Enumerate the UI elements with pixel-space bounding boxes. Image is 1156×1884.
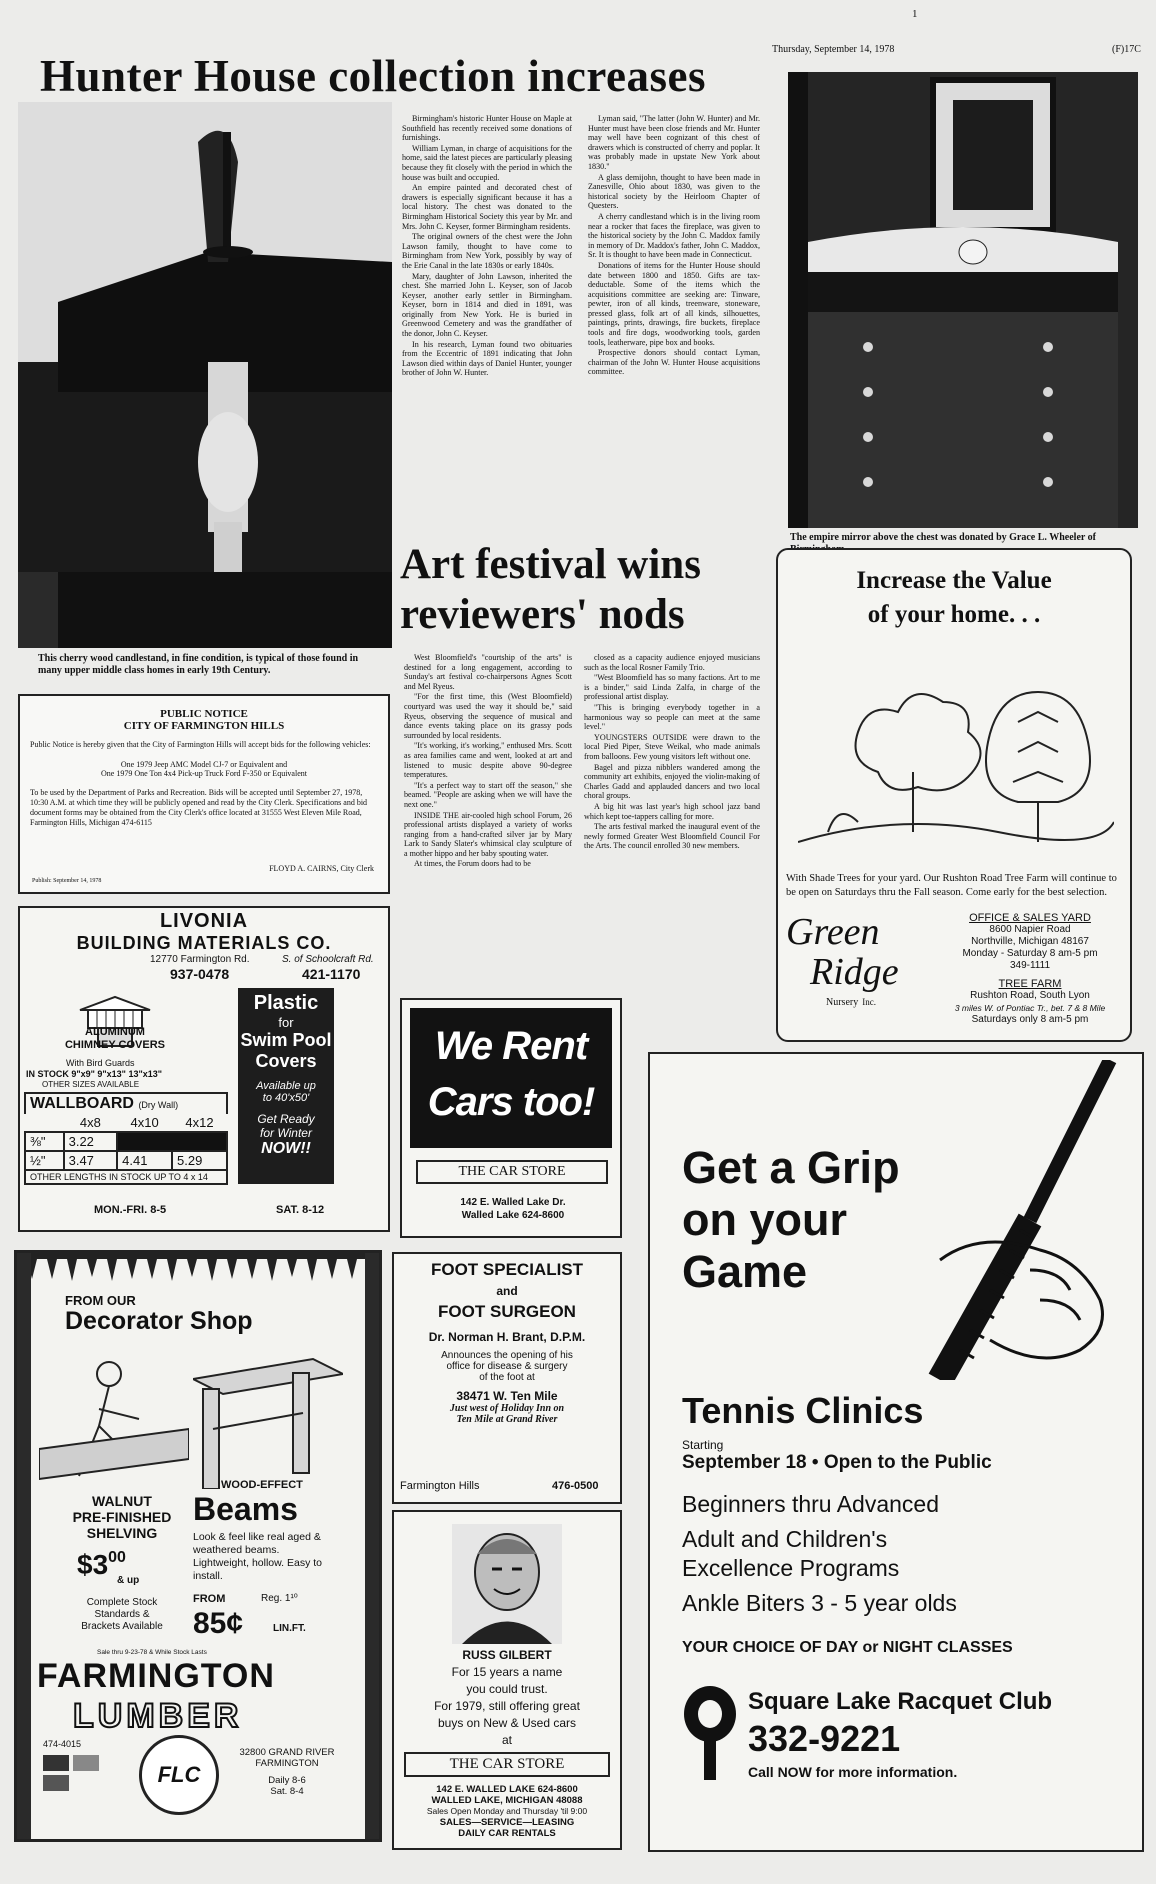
pool-line: to 40'x50' — [262, 1092, 310, 1104]
notice-body: To be used by the Department of Parks and Recreation. Bids will be accepted until September 27, 1978, 10:30 A.M. at which time they will be publicly opened and read by the City Clerk. Specifications and bid document forms may be obtained from the City Clerk's office located at 31555 West Eleven Mile Road, Farmington Hills, Michigan 474-6115 — [30, 788, 368, 827]
tennis-headline-line: Game — [682, 1246, 808, 1297]
green-ridge-headline-line: of your home. . . — [867, 601, 1041, 628]
pool-line: NOW!! — [261, 1140, 311, 1157]
livonia-address: 12770 Farmington Rd. — [150, 954, 250, 965]
hunter-para: In his research, Lyman found two obituaries from the Eccentric of 1891 indicating that John Lawson died within days of Daniel Hunter, younger brother of John W. Hunter. — [402, 339, 572, 378]
logo-green: Green — [786, 911, 880, 953]
russ-address — [394, 1784, 620, 1839]
table-cell — [25, 1114, 64, 1132]
club-call: Call NOW for more information. — [748, 1764, 958, 1780]
drywall-label: (Dry Wall) — [138, 1100, 179, 1110]
hunter-para: A cherry candlestand which is in the living room near a rocker that faces the fireplace, was given to the historical society by the John C. Maddox family in memory of Dr. Maddox's father, John C. Maddox, Sr. It is thought to have been made in Connecticut. — [588, 211, 760, 260]
flc-seal — [139, 1735, 219, 1815]
table-cell: 4x8 — [79, 1115, 101, 1130]
logo-inc: Inc. — [862, 997, 876, 1007]
pool-line: Available up — [256, 1080, 316, 1092]
wallboard-title: WALLBOARD — [30, 1095, 134, 1112]
notice-item: One 1979 Jeep AMC Model CJ-7 or Equivalent and — [120, 760, 288, 769]
carpenter-illustration — [39, 1349, 189, 1489]
club-name: Square Lake Racquet Club — [748, 1688, 1053, 1715]
rent-slogan-line: We Rent — [434, 1024, 588, 1068]
beams-unit: LIN.FT. — [273, 1623, 306, 1634]
livonia-hours-saturday: SAT. 8-12 — [276, 1204, 325, 1216]
tennis-headline-line: on your — [682, 1194, 847, 1245]
credit-card-icons — [41, 1753, 101, 1793]
page-mark: 1 — [912, 8, 918, 20]
hours-line: Daily 8-6 — [268, 1775, 306, 1786]
candlestand-illustration — [18, 102, 392, 648]
bird-guards: With Bird Guards — [66, 1058, 135, 1068]
livonia-subtitle: BUILDING MATERIALS CO. — [76, 933, 332, 953]
address-line: FARMINGTON — [255, 1758, 319, 1769]
art-para: "West Bloomfield has so many factions. Art to me is a binder," said Linda Zalfa, in charge of the professional artist display. — [584, 673, 760, 702]
russ-name: RUSS GILBERT — [462, 1648, 552, 1662]
beams-description: Look & feel like real aged & weathered beams. Lightweight, hollow. Easy to install. — [193, 1531, 322, 1582]
tennis-starting: Starting — [682, 1438, 724, 1452]
livonia-ad — [18, 906, 390, 1232]
price-cents: 00 — [108, 1549, 126, 1566]
chimney-line: CHIMNEY COVERS — [64, 1039, 166, 1051]
art-headline-line: Art festival wins — [400, 541, 701, 588]
stock-sizes: IN STOCK 9"x9" 9"x13" 13"x13" — [26, 1069, 163, 1079]
pool-line: Swim Pool — [240, 1030, 332, 1050]
notice-publish: Publish: September 14, 1978 — [32, 878, 102, 884]
livonia-phone-2: 421-1170 — [302, 966, 361, 982]
art-para: closed as a capacity audience enjoyed musicians such as the local Rosner Family Trio. — [584, 653, 760, 672]
racquet-grip-illustration — [880, 1060, 1140, 1380]
candlestand-photo — [18, 102, 392, 648]
pool-line: Covers — [255, 1051, 317, 1071]
farm-directions: 3 miles W. of Pontiac Tr., bet. 7 & 8 Mile — [954, 1003, 1106, 1013]
decorator-shop: Decorator Shop — [65, 1307, 253, 1335]
hunter-headline: Hunter House collection increases — [40, 51, 707, 101]
hunter-para: Donations of items for the Hunter House should date between 1800 and 1850. Gifts are tax-deductable. Some of the items which the acquisitions committee are seeking are: Tinware, pewter, iron of all kinds, treenware, stoneware, pressed glass, folk art of all kinds, silhouettes, paintings, prints, drawings, fire buckets, fireplace tools and fire dogs, woodworking tools, garden tools, leatherware, pipe box and books. — [588, 260, 760, 347]
russ-address-line: SALES—SERVICE—LEASING — [439, 1817, 575, 1828]
foot-phone: 476-0500 — [552, 1480, 599, 1492]
seal-text: FLC — [157, 1762, 201, 1787]
page-number: (F)17C — [1112, 44, 1141, 55]
other-sizes: OTHER SIZES AVAILABLE — [42, 1080, 140, 1089]
green-ridge-headline-line: Increase the Value — [856, 567, 1052, 594]
address-line: 32800 GRAND RIVER — [239, 1747, 335, 1758]
hunter-para: Lyman said, "The latter (John W. Hunter) and Mr. Hunter must have been close friends and Mr. Hunter may well have been cognizant of this chest of drawers which is constructed of cherry and poplar. It was probably made in upstate New York about 1830." — [588, 114, 760, 171]
art-para: INSIDE THE air-cooled high school Forum, 26 professional artists displayed a variety of works ranging from a hand-crafted silver jar by Mary Lark to Sandy Slater's whimsical clay sculpture of a mother hippo and her baby spouting water. — [404, 810, 572, 858]
wallboard-table — [24, 1114, 228, 1185]
logo-ridge: Ridge — [810, 951, 899, 993]
chimney-title — [40, 1026, 190, 1052]
rent-address-line: 142 E. Walled Lake Dr. — [460, 1197, 566, 1208]
notice-signer: FLOYD A. CAIRNS, City Clerk — [269, 864, 374, 873]
walnut-line: PRE-FINISHED — [72, 1509, 172, 1525]
lumber-logo: LUMBER — [73, 1697, 243, 1735]
beams-regular: Reg. 1¹⁰ — [261, 1593, 298, 1604]
russ-line: For 1979, still offering great — [434, 1699, 580, 1713]
tennis-ad — [648, 1052, 1144, 1852]
program-line: Excellence Programs — [682, 1555, 900, 1581]
stock-info — [47, 1597, 197, 1633]
rent-slogan — [410, 1008, 612, 1148]
art-para: "It's a perfect way to start off the season," she beamed. "People are asking when we will have the next one." — [404, 780, 572, 809]
foot-announce: office for disease & surgery — [446, 1361, 568, 1372]
russ-gilbert-ad — [392, 1510, 622, 1850]
fence-border-icon — [17, 1253, 379, 1283]
beams-illustration — [193, 1349, 343, 1489]
russ-line: For 15 years a name — [451, 1665, 563, 1679]
program-line: Adult and Children's — [682, 1526, 888, 1552]
foot-line: and — [496, 1284, 518, 1298]
livonia-phone-1: 937-0478 — [170, 966, 230, 982]
office-address: 8600 Napier Road — [989, 924, 1071, 935]
russ-address-line: Sales Open Monday and Thursday 'til 9:00 — [426, 1806, 588, 1816]
hunter-para: Birmingham's historic Hunter House on Maple at Southfield has recently received some donations of furnishings. — [402, 114, 572, 143]
green-ridge-logo — [786, 912, 936, 1022]
green-ridge-headline — [778, 564, 1130, 632]
program-line: Ankle Biters 3 - 5 year olds — [682, 1590, 957, 1616]
table-cell: 4x10 — [130, 1115, 159, 1130]
car-store-logo: THE CAR STORE — [404, 1752, 610, 1777]
foot-directions: Just west of Holiday Inn on — [449, 1403, 565, 1414]
hunter-para: Mary, daughter of John Lawson, inherited the chest. She married John L. Keyser, son of Jacob Keyser, another early settler in Birmingham. Keyser, born in 1814 and died in 1891, was originally from New York. He is buried in Greenwood Cemetery and was the grandfather of the donor, John C. Keyser. — [402, 271, 572, 339]
table-cell: 3.47 — [64, 1151, 118, 1170]
farmington-lumber-ad — [14, 1250, 382, 1842]
green-ridge-body: With Shade Trees for your yard. Our Rushton Road Tree Farm will continue to be open on Saturdays thru the Fall season. Come early for the best selection. — [786, 873, 1117, 898]
rent-slogan-line: Cars too! — [427, 1080, 595, 1124]
hunter-para: A glass demijohn, thought to have been made in Zanesville, Ohio about 1830, was given to the historical society by the Heirloom Chapter of Questers. — [588, 172, 760, 211]
russ-address-line: WALLED LAKE, MICHIGAN 48088 — [431, 1795, 583, 1806]
foot-announce: Announces the opening of his — [441, 1350, 573, 1361]
art-para: "This is bringing everybody together in a harmonious way so people can meet at the same level." — [584, 702, 760, 732]
program-line: Beginners thru Advanced — [682, 1491, 940, 1517]
table-cell: 4x12 — [185, 1115, 214, 1130]
russ-address-line: 142 E. WALLED LAKE 624-8600 — [436, 1784, 578, 1795]
table-cell: ½" — [25, 1151, 64, 1170]
hunter-para: Prospective donors should contact Lyman, chairman of the John W. Hunter House acquisitions committee. — [588, 348, 760, 377]
art-headline — [400, 540, 701, 640]
farmington-phone: 474-4015 — [43, 1739, 82, 1749]
hunter-column-1 — [402, 114, 572, 554]
russ-line: at — [501, 1733, 512, 1747]
beams-from: FROM — [193, 1593, 226, 1605]
from-our: FROM OUR — [65, 1293, 136, 1308]
foot-address: 38471 W. Ten Mile — [456, 1389, 558, 1403]
wallboard-table-box — [24, 1092, 228, 1185]
art-para: The arts festival marked the inaugural event of the newly formed Greater West Bloomfield Council For the Arts. The council enrolled 30 new members. — [584, 822, 760, 851]
office-hours: Monday - Saturday 8 am-5 pm — [962, 948, 1098, 959]
pool-line: for — [278, 1015, 294, 1030]
russ-line: buys on New & Used cars — [437, 1716, 577, 1730]
office-address: Northville, Michigan 48167 — [971, 936, 1089, 947]
hunter-para: The original owners of the chest were the John Lawson family, thought to have come to Birmingham from New York, possibly by way of the Erie Canal in the late 1830s or early 1840s. — [402, 232, 572, 270]
rent-address-line: Walled Lake 624-8600 — [461, 1210, 565, 1221]
tennis-choice: YOUR CHOICE OF DAY or NIGHT CLASSES — [682, 1639, 1013, 1656]
notice-intro: Public Notice is hereby given that the City of Farmington Hills will accept bids for the following vehicles: — [30, 740, 371, 749]
stock-line: Complete Stock — [86, 1597, 158, 1608]
table-cell: ⅜" — [25, 1132, 64, 1151]
frame-right — [365, 1253, 379, 1839]
table-row — [25, 1151, 227, 1170]
trees-illustration — [798, 652, 1114, 862]
pool-line: Get Ready — [257, 1112, 315, 1126]
walnut-shelving — [47, 1493, 197, 1541]
art-para: At times, the Forum doors had to be — [414, 859, 531, 869]
tennis-date: September 18 • Open to the Public — [682, 1452, 992, 1473]
green-ridge-office — [930, 912, 1130, 1026]
russ-portrait — [452, 1524, 562, 1644]
livonia-cross-street: S. of Schoolcraft Rd. — [282, 954, 374, 965]
notice-item: One 1979 One Ton 4x4 Pick-up Truck Ford F-350 or Equivalent — [101, 769, 307, 778]
price-dollars: $3 — [77, 1549, 109, 1580]
dateline: Thursday, September 14, 1978 — [772, 44, 895, 55]
car-store-logo: THE CAR STORE — [416, 1160, 608, 1184]
farmington-address — [227, 1747, 347, 1797]
notice-city: CITY OF FARMINGTON HILLS — [123, 720, 285, 732]
pool-line: for Winter — [260, 1126, 312, 1140]
table-cell: 5.29 — [172, 1151, 227, 1170]
candlestand-caption: This cherry wood candlestand, in fine condition, is typical of those found in many upper middle class homes in early 19th Century. — [38, 653, 359, 676]
table-cell: 3.22 — [64, 1132, 118, 1151]
farm-address: Rushton Road, South Lyon — [970, 990, 1090, 1001]
tennis-programs — [682, 1490, 957, 1618]
mirror-caption: The empire mirror above the chest was donated by Grace L. Wheeler of — [790, 532, 1096, 543]
frame-left — [17, 1253, 31, 1839]
russ-address-line: DAILY CAR RENTALS — [458, 1828, 556, 1839]
foot-city: Farmington Hills — [400, 1480, 480, 1492]
art-column-2 — [584, 653, 760, 983]
table-row — [25, 1114, 227, 1132]
farmington-logo: FARMINGTON — [37, 1657, 275, 1695]
racquet-club-logo-icon — [680, 1684, 740, 1784]
livonia-name: LIVONIA — [159, 910, 249, 932]
foot-line: FOOT SURGEON — [438, 1302, 576, 1321]
stock-line: Standards & — [94, 1609, 150, 1620]
foot-line: FOOT SPECIALIST — [430, 1260, 584, 1279]
art-para: "For the first time, this (West Bloomfield) courtyard was used the way it should be," said Ryeus, observing the sequence of musical and dance events taking place on its grassy pods surrounded by local residents. — [404, 692, 572, 740]
art-headline-line: reviewers' nods — [400, 591, 685, 638]
green-ridge-ad — [776, 548, 1132, 1042]
table-row — [25, 1170, 227, 1184]
table-row — [25, 1132, 227, 1151]
table-cell: OTHER LENGTHS IN STOCK UP TO 4 x 14 — [25, 1170, 227, 1184]
walnut-line: SHELVING — [86, 1525, 158, 1541]
table-cell: 4.41 — [117, 1151, 172, 1170]
hunter-column-2 — [588, 114, 760, 554]
art-para: A big hit was last year's high school jazz band which kept toe-tappers calling for more. — [584, 801, 760, 821]
rent-address — [402, 1196, 624, 1222]
tennis-headline-line: Get a Grip — [682, 1142, 900, 1193]
art-para: "It's working, it's working," enthused Mrs. Scott as area families came and went, looked at art and listened to music despite above 90-degree temperatures. — [404, 741, 572, 780]
russ-text — [394, 1664, 620, 1749]
car-store-rent-ad — [400, 998, 622, 1238]
pool-covers-panel — [238, 988, 334, 1184]
beams-title: Beams — [193, 1491, 298, 1527]
public-notice — [18, 694, 390, 894]
foot-directions: Ten Mile at Grand River — [456, 1414, 558, 1425]
hours-line: Sat. 8-4 — [270, 1786, 304, 1797]
art-column-1 — [404, 653, 572, 983]
pool-line: Plastic — [253, 992, 319, 1014]
mirror-photo — [788, 72, 1138, 528]
beams-price: 85¢ — [193, 1607, 244, 1640]
wood-effect: WOOD-EFFECT — [221, 1479, 303, 1491]
hunter-para: William Lyman, in charge of acquisitions for the home, said the latest pieces are particularly pleasing because they fit closely with the period in which the house was built and occupied. — [402, 143, 572, 182]
art-para: West Bloomfield's "courtship of the arts" is destined for a long engagement, according to Sunday's art festival co-chairpersons Agnes Scott and Mel Ryeus. — [404, 653, 572, 691]
office-phone: 349-1111 — [1009, 960, 1051, 971]
price-up: & up — [117, 1575, 140, 1586]
foot-announce: of the foot at — [479, 1372, 535, 1383]
logo-nursery: Nursery — [826, 997, 859, 1008]
foot-specialist-ad — [392, 1252, 622, 1504]
walnut-line: WALNUT — [92, 1493, 152, 1509]
tennis-clinics: Tennis Clinics — [682, 1390, 924, 1431]
tennis-headline — [682, 1142, 900, 1298]
office-title: OFFICE & SALES YARD — [969, 912, 1091, 924]
farm-title: TREE FARM — [998, 978, 1062, 990]
shelving-price — [77, 1549, 139, 1586]
farm-hours: Saturdays only 8 am-5 pm — [971, 1014, 1089, 1025]
club-phone: 332-9221 — [748, 1718, 901, 1759]
chimney-line: ALUMINUM — [85, 1026, 145, 1038]
sale-dates: Sale thru 9-23-78 & While Stock Lasts — [97, 1649, 207, 1656]
russ-line: you could trust. — [466, 1682, 548, 1696]
art-para: YOUNGSTERS OUTSIDE were drawn to the local Pied Piper, Steve Weikal, who made animals from balloons. Few young visitors left without one. — [584, 732, 760, 761]
mirror-chest-illustration — [788, 72, 1138, 528]
stock-line: Brackets Available — [81, 1621, 163, 1632]
table-cell — [117, 1132, 227, 1151]
livonia-hours-weekday: MON.-FRI. 8-5 — [94, 1204, 167, 1216]
art-para: Bagel and pizza nibblers wandered among the community art exhibits, enjoyed the violin-making of Charles Gadd and applauded dancers and two local choral groups. — [584, 762, 760, 801]
hunter-para: An empire painted and decorated chest of drawers is especially significant because it has a local history. The chest was donated to the Birmingham Historical Society this year by Mr. and Mrs. John C. Keyser, former Birmingham residents. — [402, 183, 572, 231]
foot-doctor: Dr. Norman H. Brant, D.P.M. — [428, 1330, 586, 1344]
notice-title: PUBLIC NOTICE — [160, 708, 248, 720]
